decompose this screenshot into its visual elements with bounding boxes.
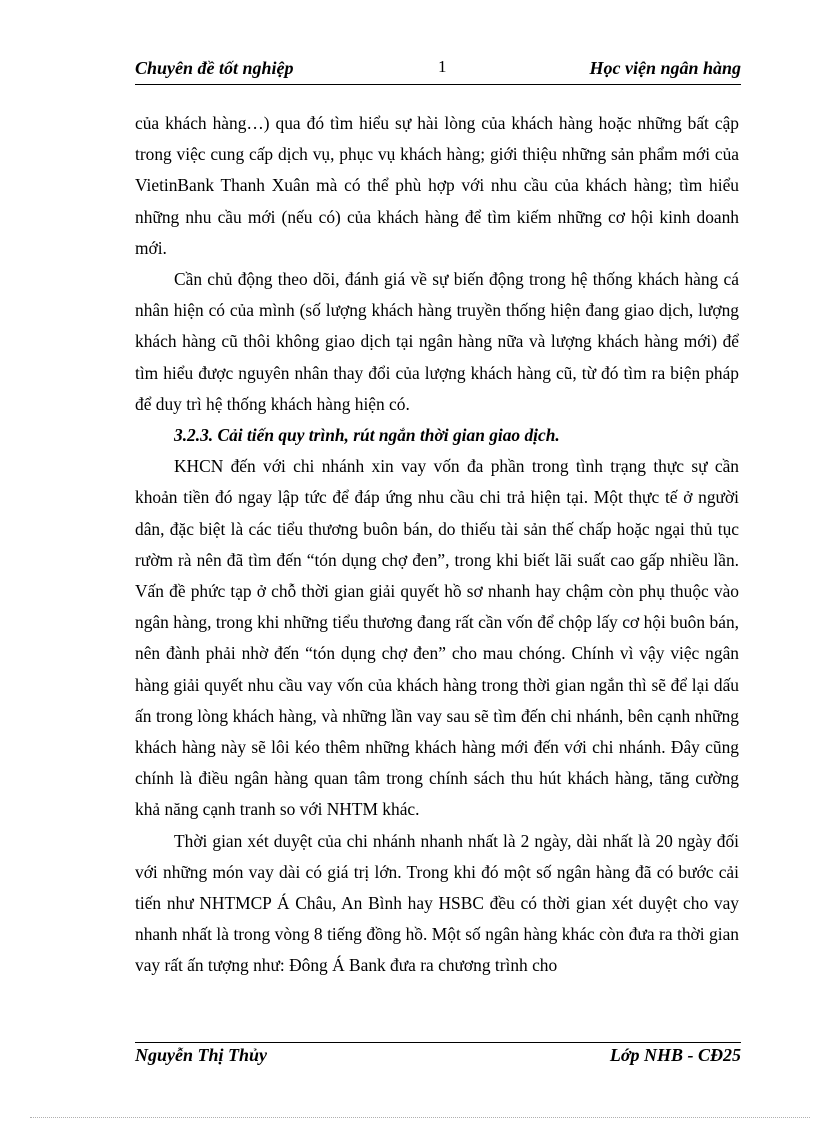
header-institution: Học viện ngân hàng [589, 58, 741, 78]
page-footer [135, 1042, 741, 1073]
page-number: 1 [438, 57, 447, 76]
paragraph: Thời gian xét duyệt của chi nhánh nhanh nhất là 2 ngày, dài nhất là 20 ngày đối với những món vay dài có giá trị lớn. Trong khi đó một số ngân hàng đã có bước cải tiến như NHTMCP Á Châu, An Bình hay HSBC đều có thời gian xét duyệt cho vay nhanh nhất là trong vòng 8 tiếng đồng hồ. Một số ngân hàng khác còn đưa ra thời gian vay rất ấn tượng như: Đông Á Bank đưa ra chương trình cho [135, 830, 739, 976]
footer-class: Lớp NHB - CĐ25 [609, 1045, 741, 1065]
footer-author: Nguyễn Thị Thủy [135, 1045, 268, 1065]
paragraph-continuation: của khách hàng…) qua đó tìm hiểu sự hài lòng của khách hàng hoặc những bất cập trong việc cung cấp dịch vụ, phục vụ khách hàng; giới thiệu những sản phẩm mới của VietinBank Thanh Xuân mà có thể phù hợp với nhu cầu của khách hàng; tìm hiểu những nhu cầu mới (nếu có) của khách hàng để tìm kiếm những cơ hội kinh doanh mới. [135, 113, 739, 258]
page-header [135, 56, 741, 85]
document-body [135, 108, 739, 982]
section-heading: 3.2.3. Cải tiến quy trình, rút ngắn thời gian giao dịch. [174, 425, 560, 446]
header-document-type: Chuyên đề tốt nghiệp [135, 58, 294, 78]
paragraph: KHCN đến với chi nhánh xin vay vốn đa phần trong tình trạng thực sự cần khoản tiền đó ngay lập tức để đáp ứng nhu cầu chi trả hiện tại. Một thực tế ở người dân, đặc biệt là các tiểu thương buôn bán, do thiếu tài sản thế chấp hoặc ngại thủ tục rườm rà nên đã tìm đến “tón dụng chợ đen”, trong khi biết lãi suất cao gấp nhiều lần. Vấn đề phức tạp ở chỗ thời gian giải quyết hồ sơ nhanh hay chậm còn phụ thuộc vào ngân hàng, trong khi những tiểu thương đang rất cần vốn để chộp lấy cơ hội buôn bán, nên đành phải nhờ đến “tón dụng chợ đen” cho mau chóng. Chính vì vậy việc ngân hàng giải quyết nhu cầu vay vốn của khách hàng trong thời gian ngắn thì sẽ để lại dấu ấn trong lòng khách hàng, và những lần vay sau sẽ tìm đến chi nhánh, bên cạnh những khách hàng này sẽ lôi kéo thêm những khách hàng mới đến với chi nhánh. Đây cũng chính là điều ngân hàng quan tâm trong chính sách thu hút khách hàng, tăng cường khả năng cạnh tranh so với NHTM khác. [135, 456, 739, 820]
page-bottom-divider [30, 1117, 810, 1118]
paragraph: Cần chủ động theo dõi, đánh giá về sự biến động trong hệ thống khách hàng cá nhân hiện có của mình (số lượng khách hàng truyền thống hiện đang giao dịch, lượng khách hàng cũ thôi không giao dịch tại ngân hàng nữa và lượng khách hàng mới) để tìm hiểu được nguyên nhân thay đổi của lượng khách hàng cũ, từ đó tìm ra biện pháp để duy trì hệ thống khách hàng hiện có. [135, 269, 739, 414]
